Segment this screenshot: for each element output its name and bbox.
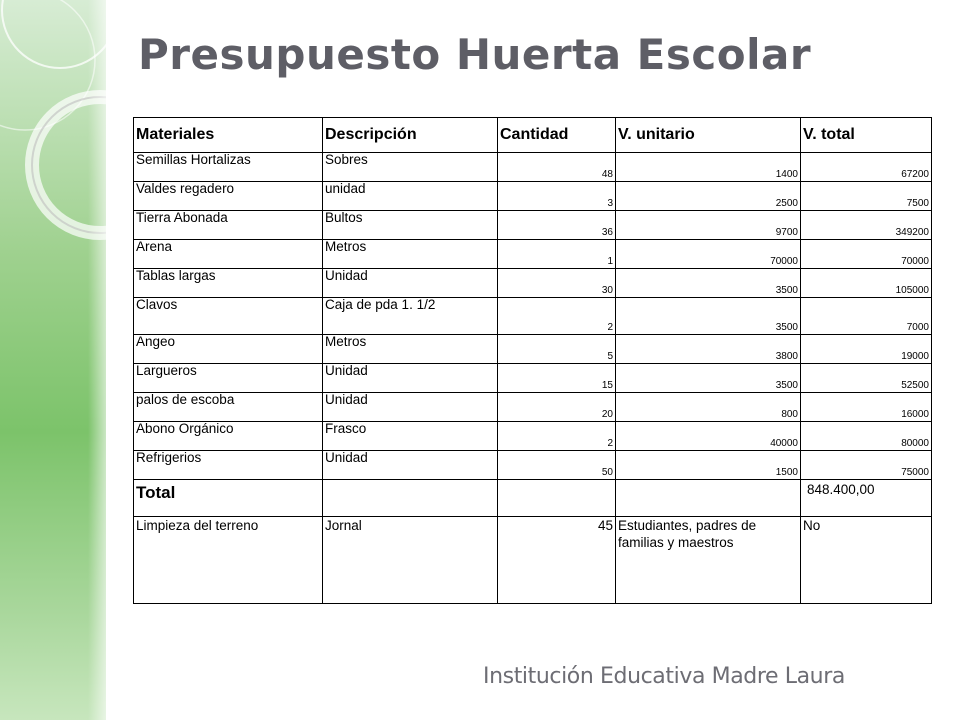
cell-descripcion: Unidad	[323, 364, 498, 393]
cell-total: 67200	[801, 153, 932, 182]
cell-material: Tablas largas	[134, 269, 323, 298]
cell-total: 80000	[801, 422, 932, 451]
budget-table	[133, 117, 932, 604]
institution-footer: Institución Educativa Madre Laura	[483, 664, 845, 689]
labor-cell-unitario: Estudiantes, padres de familias y maestros	[616, 517, 801, 604]
cell-material: Clavos	[134, 298, 323, 335]
cell-unitario: 1500	[616, 451, 801, 480]
empty-cell	[323, 480, 498, 517]
header-cell: V. total	[801, 118, 932, 153]
cell-unitario: 70000	[616, 240, 801, 269]
cell-total: 349200	[801, 211, 932, 240]
cell-cantidad: 20	[498, 393, 616, 422]
labor-cell-cantidad: 45	[498, 517, 616, 604]
cell-total: 105000	[801, 269, 932, 298]
cell-descripcion: Frasco	[323, 422, 498, 451]
table-row	[134, 211, 932, 240]
header-cell: Materiales	[134, 118, 323, 153]
cell-unitario: 3800	[616, 335, 801, 364]
cell-material: Semillas Hortalizas	[134, 153, 323, 182]
labor-cell-total: No	[801, 517, 932, 604]
cell-cantidad: 5	[498, 335, 616, 364]
cell-descripcion: Unidad	[323, 393, 498, 422]
table-row	[134, 240, 932, 269]
total-value: 848.400,00	[801, 480, 932, 517]
cell-descripcion: Metros	[323, 240, 498, 269]
cell-descripcion: Caja de pda 1. 1/2	[323, 298, 498, 335]
cell-material: Largueros	[134, 364, 323, 393]
table-row	[134, 298, 932, 335]
cell-material: Refrigerios	[134, 451, 323, 480]
header-cell: Descripción	[323, 118, 498, 153]
empty-cell	[616, 480, 801, 517]
cell-material: Valdes regadero	[134, 182, 323, 211]
cell-unitario: 3500	[616, 364, 801, 393]
cell-material: Arena	[134, 240, 323, 269]
cell-descripcion: Unidad	[323, 269, 498, 298]
slide-title: Presupuesto Huerta Escolar	[138, 30, 812, 79]
table-row	[134, 269, 932, 298]
cell-unitario: 40000	[616, 422, 801, 451]
decorative-circles	[0, 0, 106, 300]
cell-unitario: 800	[616, 393, 801, 422]
table-row	[134, 393, 932, 422]
cell-total: 75000	[801, 451, 932, 480]
cell-cantidad: 50	[498, 451, 616, 480]
table-row	[134, 153, 932, 182]
cell-total: 7500	[801, 182, 932, 211]
total-row	[134, 480, 932, 517]
table-row	[134, 335, 932, 364]
cell-cantidad: 36	[498, 211, 616, 240]
decorative-green-band	[0, 0, 106, 720]
cell-material: Angeo	[134, 335, 323, 364]
cell-cantidad: 48	[498, 153, 616, 182]
cell-descripcion: Sobres	[323, 153, 498, 182]
cell-descripcion: Bultos	[323, 211, 498, 240]
cell-total: 7000	[801, 298, 932, 335]
table-row	[134, 364, 932, 393]
table-row	[134, 422, 932, 451]
cell-descripcion: Unidad	[323, 451, 498, 480]
labor-cell-material: Limpieza del terreno	[134, 517, 323, 604]
empty-cell	[498, 480, 616, 517]
cell-descripcion: Metros	[323, 335, 498, 364]
cell-unitario: 9700	[616, 211, 801, 240]
cell-total: 52500	[801, 364, 932, 393]
total-label: Total	[134, 480, 323, 517]
cell-total: 16000	[801, 393, 932, 422]
cell-material: Tierra Abonada	[134, 211, 323, 240]
labor-row	[134, 517, 932, 604]
cell-material: palos de escoba	[134, 393, 323, 422]
cell-total: 70000	[801, 240, 932, 269]
cell-cantidad: 3	[498, 182, 616, 211]
cell-cantidad: 2	[498, 422, 616, 451]
cell-material: Abono Orgánico	[134, 422, 323, 451]
cell-unitario: 3500	[616, 269, 801, 298]
header-cell: Cantidad	[498, 118, 616, 153]
cell-unitario: 1400	[616, 153, 801, 182]
cell-unitario: 3500	[616, 298, 801, 335]
cell-unitario: 2500	[616, 182, 801, 211]
cell-cantidad: 15	[498, 364, 616, 393]
table-row	[134, 451, 932, 480]
cell-cantidad: 2	[498, 298, 616, 335]
table-row	[134, 182, 932, 211]
cell-cantidad: 1	[498, 240, 616, 269]
table-header-row	[134, 118, 932, 153]
labor-cell-descripcion: Jornal	[323, 517, 498, 604]
header-cell: V. unitario	[616, 118, 801, 153]
cell-descripcion: unidad	[323, 182, 498, 211]
cell-cantidad: 30	[498, 269, 616, 298]
cell-total: 19000	[801, 335, 932, 364]
